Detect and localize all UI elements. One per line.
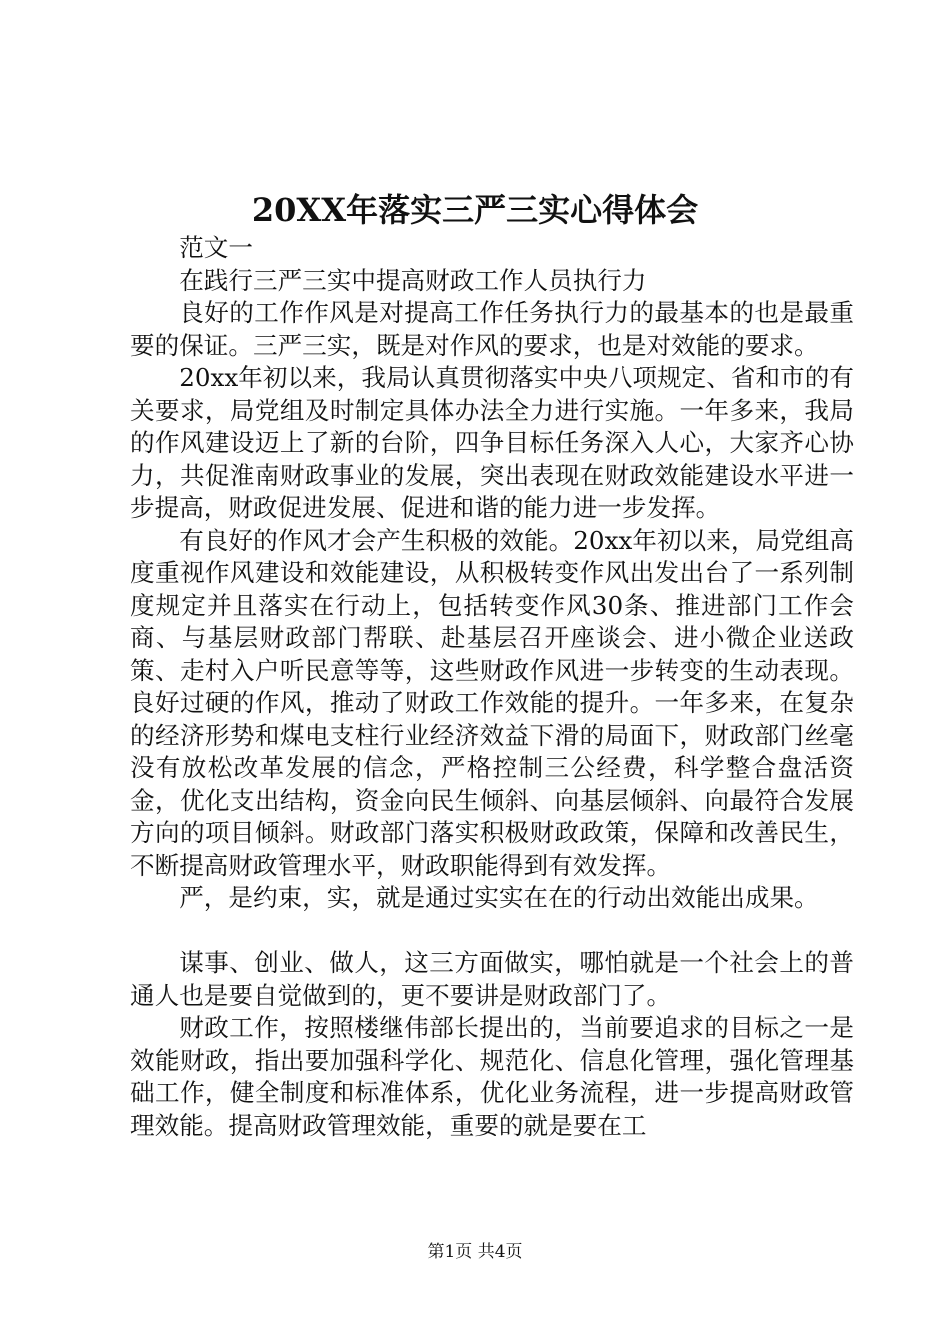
paragraph: 良好的工作作风是对提高工作任务执行力的最基本的也是最重要的保证。三严三实，既是对作风的要求，也是对效能的要求。: [130, 298, 854, 360]
paragraph-sample-label: 范文一: [179, 233, 253, 262]
document-body: [130, 232, 854, 1142]
document-title: 20XX年落实三严三实心得体会: [251, 191, 699, 229]
paragraph: 有良好的作风才会产生积极的效能。20xx年初以来，局党组高度重视作风建设和效能建设，从积极转变作风出发出台了一系列制度规定并且落实在行动上，包括转变作风30条、推进部门工作会商、与基层财政部门帮联、赴基层召开座谈会、进小微企业送政策、走村入户听民意等等，这些财政作风进一步转变的生动表现。良好过硬的作风，推动了财政工作效能的提升。一年多来，在复杂的经济形势和煤电支柱行业经济效益下滑的局面下，财政部门丝毫没有放松改革发展的信念，严格控制三公经费，科学整合盘活资金，优化支出结构，资金向民生倾斜、向基层倾斜、向最符合发展方向的项目倾斜。财政部门落实积极财政政策，保障和改善民生，不断提高财政管理水平，财政职能得到有效发挥。: [130, 525, 854, 880]
paragraph: 谋事、创业、做人，这三方面做实，哪怕就是一个社会上的普通人也是要自觉做到的，更不要讲是财政部门了。: [130, 948, 854, 1010]
paragraph: 20xx年初以来，我局认真贯彻落实中央八项规定、省和市的有关要求，局党组及时制定具体办法全力进行实施。一年多来，我局的作风建设迈上了新的台阶，四争目标任务深入人心，大家齐心协力，共促淮南财政事业的发展，突出表现在财政效能建设水平进一步提高，财政促进发展、促进和谐的能力进一步发挥。: [130, 363, 854, 522]
page-footer: 第1页 共4页: [427, 1242, 523, 1262]
paragraph-subtitle: 在践行三严三实中提高财政工作人员执行力: [179, 265, 647, 295]
paragraph: 严，是约束，实，就是通过实实在在的行动出效能出成果。: [179, 883, 819, 912]
paragraph: 财政工作，按照楼继伟部长提出的，当前要追求的目标之一是效能财政，指出要加强科学化、规范化、信息化管理，强化管理基础工作，健全制度和标准体系，优化业务流程，进一步提高财政管理效能。提高财政管理效能，重要的就是要在工: [130, 1013, 854, 1140]
